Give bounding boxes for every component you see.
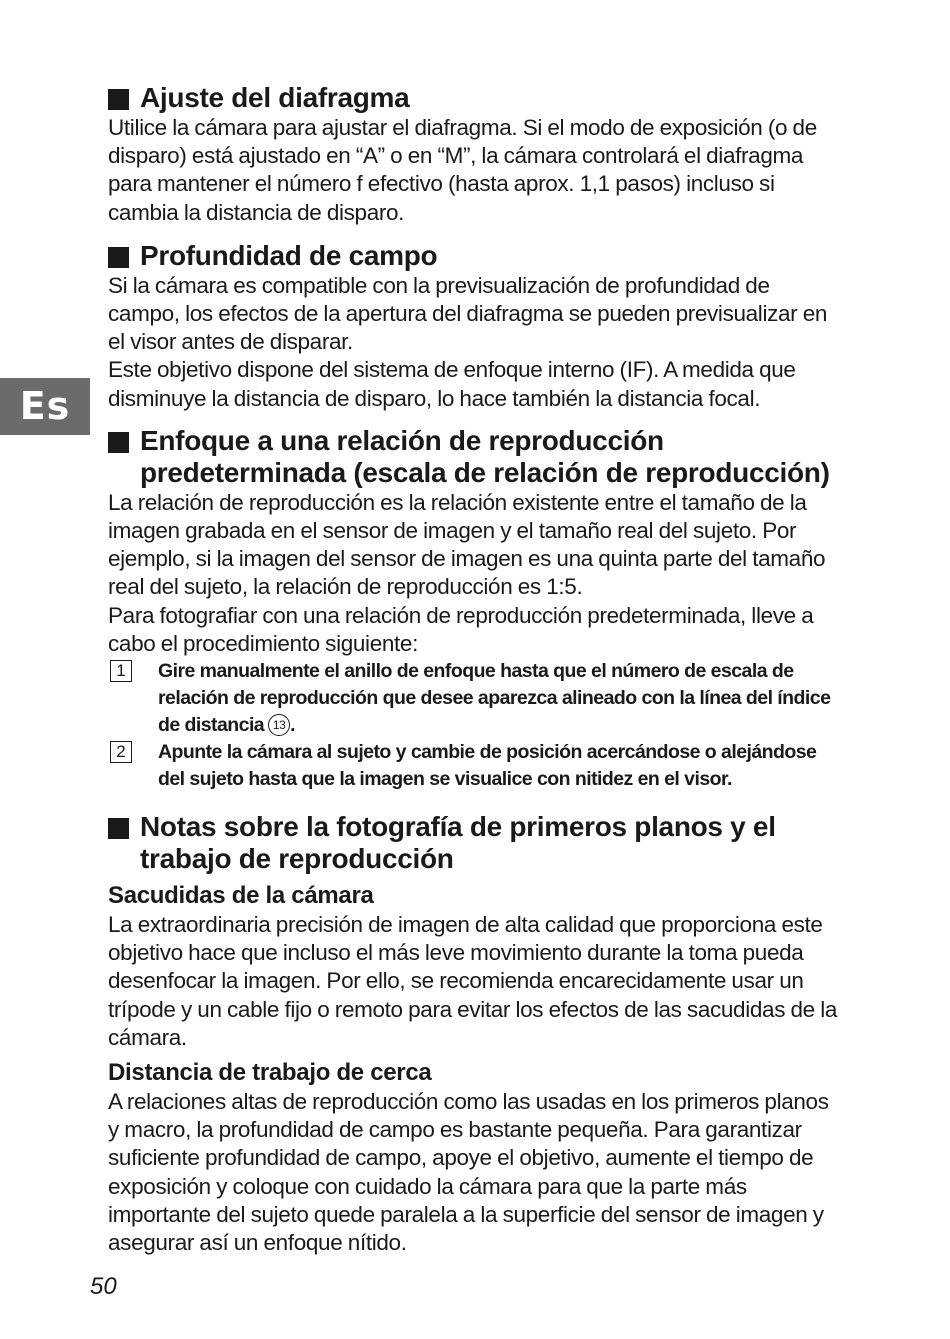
square-bullet-icon xyxy=(108,89,129,110)
step-item xyxy=(108,658,843,739)
page-content xyxy=(108,82,843,1257)
camera-shake-paragraph: La extraordinaria precisión de imagen de alta calidad que proporciona este objetivo hace que incluso el más leve movimiento durante la toma pueda desenfocar la imagen. Por ello, se recomienda encarecidamente usar un trípode y un cable fijo o remoto para evitar los efectos de las sacudidas de la cámara. xyxy=(108,912,838,1050)
step-number: 1 xyxy=(110,660,132,682)
subheading-working-distance: Distancia de trabajo de cerca xyxy=(108,1059,432,1087)
section-heading-depth xyxy=(108,240,843,272)
step-text: Gire manualmente el anillo de enfoque hasta que el número de escala de relación de reproducción que desee aparezca alineado con la línea del índice de distancia xyxy=(158,660,831,737)
focus-paragraph-2: Para fotografiar con una relación de reproducción predeterminada, lleve a cabo el procedimiento siguiente: xyxy=(108,602,814,656)
page-number: 50 xyxy=(90,1273,117,1300)
section-heading-aperture xyxy=(108,82,843,114)
depth-paragraph-2: Este objetivo dispone del sistema de enfoque interno (IF). A medida que disminuye la distancia de disparo, lo hace también la distancia focal. xyxy=(108,357,796,411)
reference-number-icon: 13 xyxy=(268,714,290,736)
square-bullet-icon xyxy=(108,818,129,839)
depth-paragraph-1: Si la cámara es compatible con la previsualización de profundidad de campo, los efectos de la apertura del diafragma se pueden previsualizar en el visor antes de disparar. xyxy=(108,272,828,355)
section-heading-notes xyxy=(108,811,843,875)
heading-text: Enfoque a una relación de reproducción predeterminada (escala de relación de reproducción) xyxy=(140,424,830,488)
heading-text: Ajuste del diafragma xyxy=(140,82,410,113)
square-bullet-icon xyxy=(108,247,129,268)
language-tab: Es xyxy=(0,378,90,435)
square-bullet-icon xyxy=(108,432,129,453)
heading-text: Profundidad de campo xyxy=(140,239,438,271)
aperture-paragraph: Utilice la cámara para ajustar el diafragma. Si el modo de exposición (o de disparo) está ajustado en “A” o en “M”, la cámara controlará el diafragma para mantener el número f efectivo (hasta aprox. 1,1 pasos) incluso si cambia la distancia de disparo. xyxy=(108,115,817,225)
step-number: 2 xyxy=(110,741,132,763)
working-distance-paragraph: A relaciones altas de reproducción como las usadas en los primeros planos y macro, la profundidad de campo es bastante pequeña. Para garantizar suficiente profundidad de campo, apoye el objetivo, aumente el tiempo de exposición y coloque con cuidado la cámara para que la parte más importante del sujeto quede paralela a la superficie del sensor de imagen y asegurar así un enfoque nítido. xyxy=(108,1089,829,1256)
subheading-camera-shake: Sacudidas de la cámara xyxy=(108,882,374,910)
step-item xyxy=(108,739,843,793)
step-text-end: . xyxy=(290,714,295,737)
heading-text: Notas sobre la fotografía de primeros planos y el trabajo de reproducción xyxy=(140,811,776,875)
section-heading-focus xyxy=(108,425,843,489)
step-text: Apunte la cámara al sujeto y cambie de posición acercándose o alejándose del sujeto hasta que la imagen se visualice con nitidez en el visor. xyxy=(158,741,817,791)
focus-paragraph-1: La relación de reproducción es la relación existente entre el tamaño de la imagen grabada en el sensor de imagen y el tamaño real del sujeto. Por ejemplo, si la imagen del sensor de imagen es una quinta parte del tamaño real del sujeto, la relación de reproducción es 1:5. xyxy=(108,489,826,600)
